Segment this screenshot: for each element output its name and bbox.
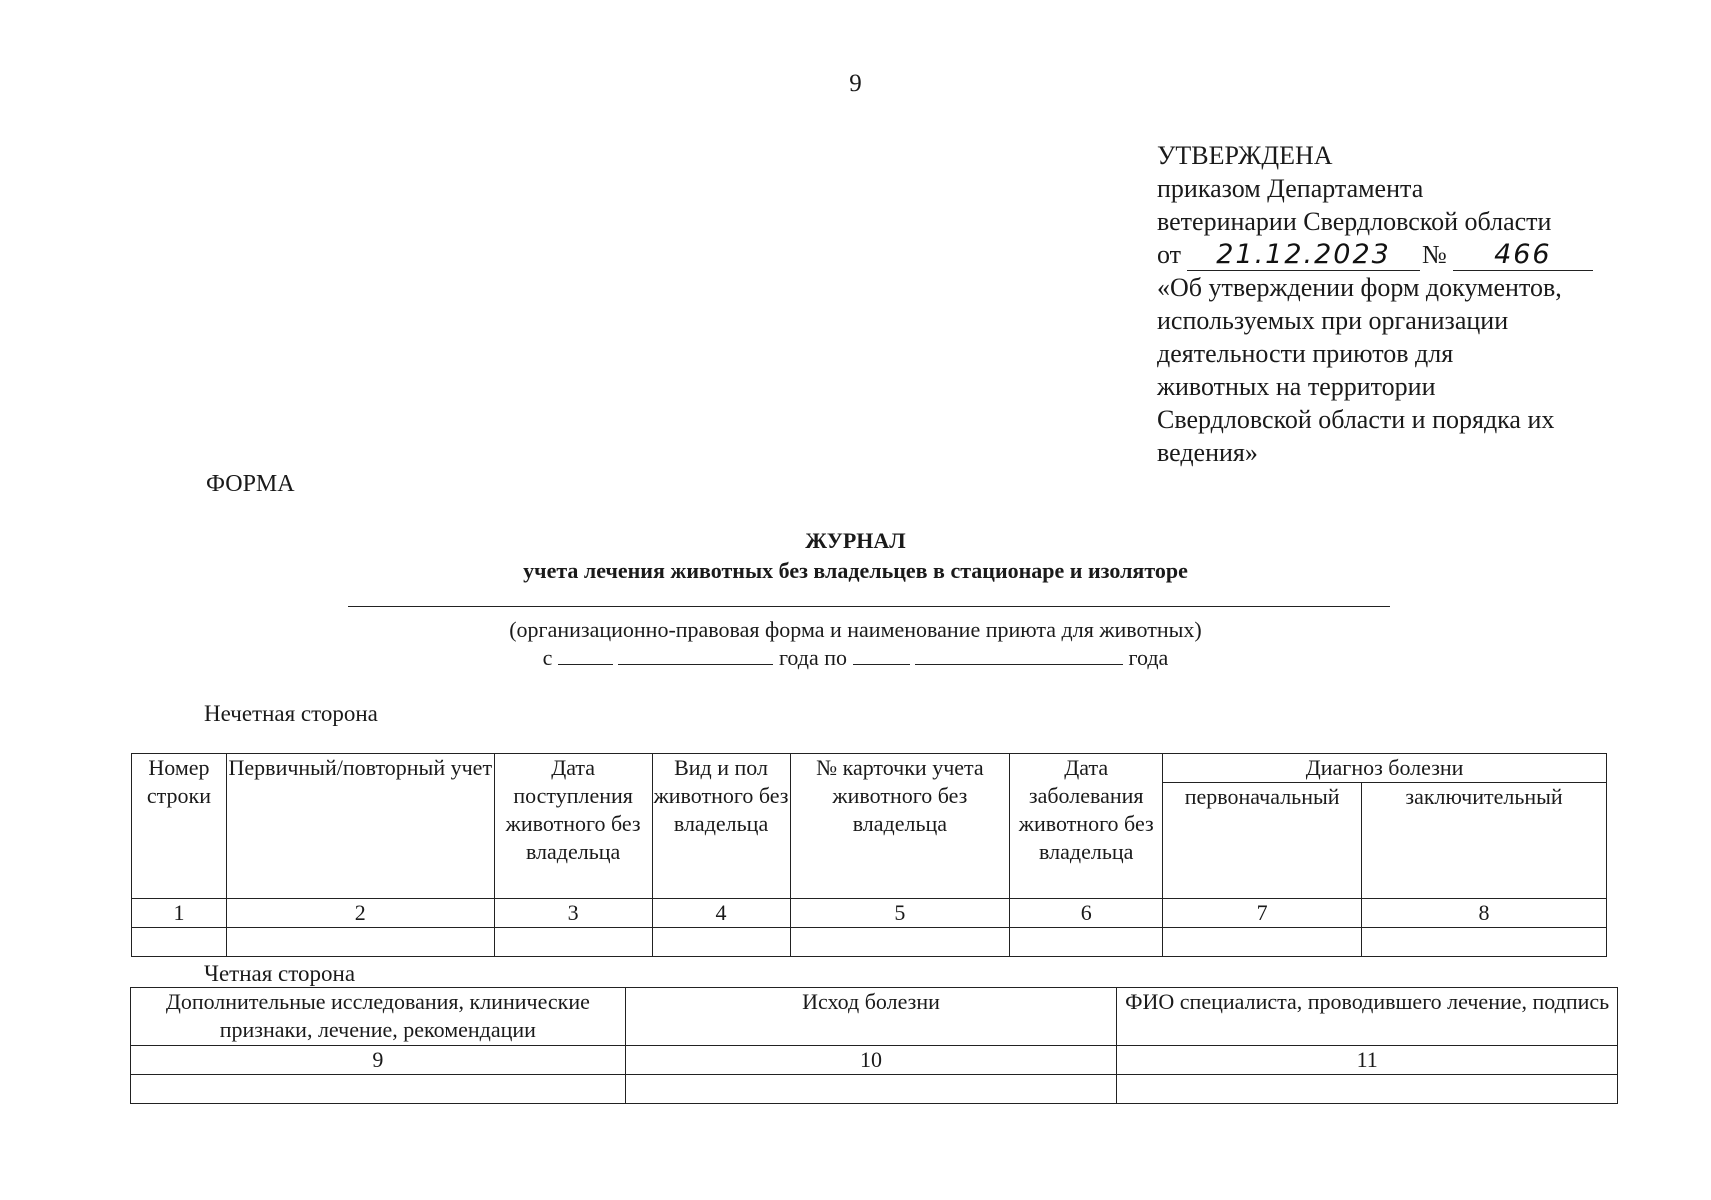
- empty-entry-cell[interactable]: [790, 928, 1010, 957]
- column-number-cell: 5: [790, 899, 1010, 928]
- period-line: [0, 644, 1711, 671]
- org-name-line: [348, 606, 1390, 607]
- even-side-label: Четная сторона: [204, 961, 356, 986]
- column-number-cell: 9: [131, 1046, 626, 1075]
- period-end-label: года: [1128, 645, 1169, 670]
- even-side-table: [130, 987, 1618, 1104]
- empty-entry-cell[interactable]: [132, 928, 227, 957]
- blank-field: [558, 644, 613, 665]
- column-number-cell: 10: [625, 1046, 1117, 1075]
- header-cell: заключительный: [1362, 783, 1607, 899]
- journal-subtitle: учета лечения животных без владельцев в стационаре и изоляторе: [523, 558, 1188, 583]
- empty-entry-cell[interactable]: [1010, 928, 1163, 957]
- approval-title-line: используемых при организации: [1157, 306, 1509, 335]
- column-number-cell: 7: [1163, 899, 1362, 928]
- column-number-cell: 11: [1117, 1046, 1618, 1075]
- empty-entry-cell[interactable]: [1163, 928, 1362, 957]
- approval-block: [1157, 139, 1627, 469]
- column-number-cell: 4: [652, 899, 790, 928]
- header-cell: Дополнительные исследования, клинические признаки, лечение, рекомендации: [131, 988, 626, 1046]
- period-from-label: с: [542, 645, 553, 670]
- empty-entry-cell[interactable]: [625, 1075, 1117, 1104]
- header-cell: ФИО специалиста, проводившего лечение, подпись: [1117, 988, 1618, 1046]
- approval-date-field: [1187, 240, 1420, 271]
- approval-title-line: деятельности приютов для: [1157, 339, 1454, 368]
- page-number: 9: [849, 70, 862, 97]
- approval-line: приказом Департамента: [1157, 174, 1424, 203]
- approval-title-line: животных на территории: [1157, 372, 1436, 401]
- header-cell: Дата заболевания животного без владельца: [1010, 754, 1163, 899]
- column-number-cell: 1: [132, 899, 227, 928]
- header-cell: Первичный/повторный учет: [226, 754, 494, 899]
- approval-title-line: ведения»: [1157, 438, 1258, 467]
- approval-title-line: «Об утверждении форм документов,: [1157, 273, 1562, 302]
- header-cell: Дата поступления животного без владельца: [494, 754, 652, 899]
- blank-field: [618, 644, 773, 665]
- approval-line: ветеринарии Свердловской области: [1157, 207, 1552, 236]
- journal-title: ЖУРНАЛ: [805, 528, 906, 553]
- period-mid-label: года по: [778, 645, 848, 670]
- approval-date-number-line: [1157, 238, 1627, 271]
- org-caption: (организационно-правовая форма и наименование приюта для животных): [509, 617, 1202, 642]
- header-cell: Номер строки: [132, 754, 227, 899]
- number-label: №: [1422, 240, 1447, 269]
- odd-side-table: [131, 753, 1607, 957]
- empty-entry-cell[interactable]: [652, 928, 790, 957]
- blank-field: [853, 644, 910, 665]
- approval-number: 466: [1494, 239, 1552, 270]
- approval-number-field: [1453, 240, 1593, 271]
- from-label: от: [1157, 240, 1182, 269]
- form-label: ФОРМА: [206, 471, 295, 497]
- approval-heading: УТВЕРЖДЕНА: [1157, 141, 1333, 170]
- column-number-cell: 3: [494, 899, 652, 928]
- empty-entry-cell[interactable]: [1117, 1075, 1618, 1104]
- empty-entry-cell[interactable]: [226, 928, 494, 957]
- column-number-cell: 8: [1362, 899, 1607, 928]
- column-number-cell: 2: [226, 899, 494, 928]
- odd-side-label: Нечетная сторона: [204, 701, 378, 726]
- empty-entry-cell[interactable]: [494, 928, 652, 957]
- diagnosis-group-header: Диагноз болезни: [1163, 754, 1607, 783]
- empty-entry-cell[interactable]: [131, 1075, 626, 1104]
- header-cell: Исход болезни: [625, 988, 1117, 1046]
- header-cell: первоначальный: [1163, 783, 1362, 899]
- approval-title-line: Свердловской области и порядка их: [1157, 405, 1555, 434]
- header-cell: № карточки учета животного без владельца: [790, 754, 1010, 899]
- column-number-cell: 6: [1010, 899, 1163, 928]
- approval-date: 21.12.2023: [1216, 239, 1391, 270]
- blank-field: [915, 644, 1123, 665]
- header-cell: Вид и пол животного без владельца: [652, 754, 790, 899]
- empty-entry-cell[interactable]: [1362, 928, 1607, 957]
